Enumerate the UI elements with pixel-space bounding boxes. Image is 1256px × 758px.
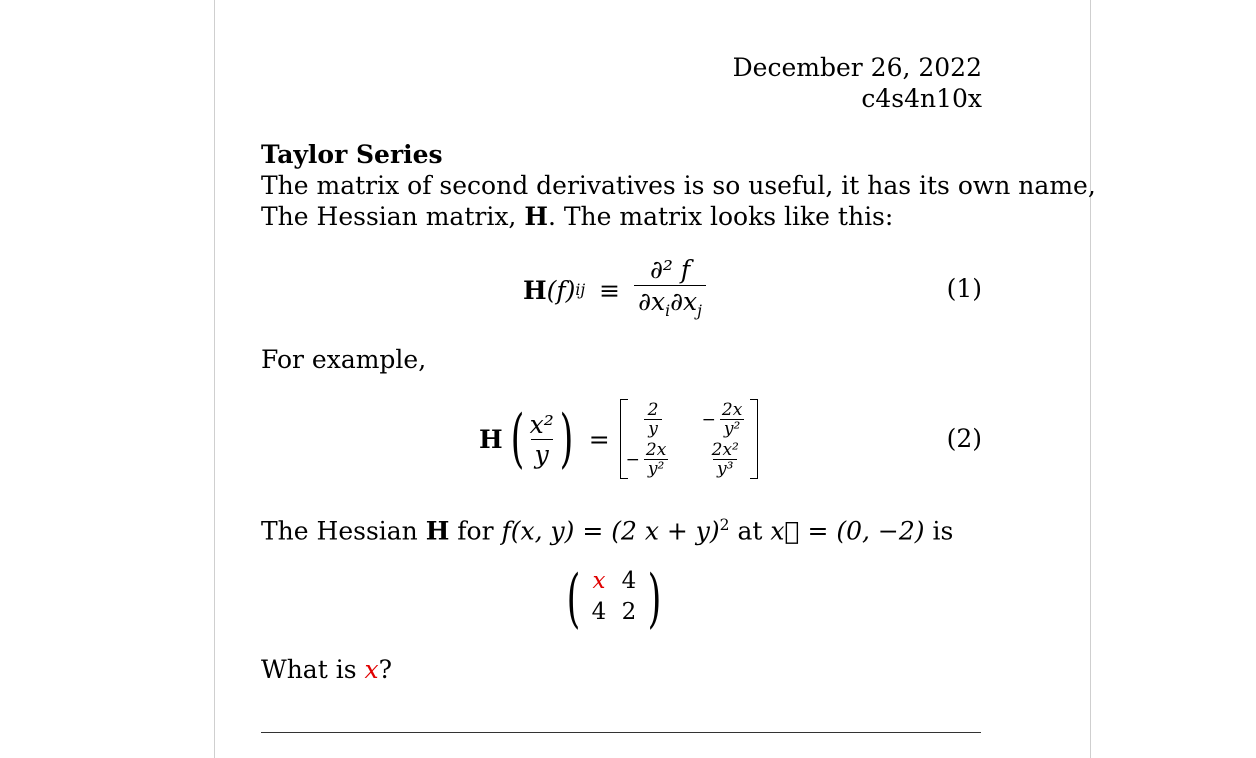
eq2-a11: [644, 401, 663, 438]
header-date: December 26, 2022: [732, 53, 982, 82]
eq2-matrix: [620, 399, 758, 479]
eq1-den-a: ∂x: [638, 287, 666, 316]
document-page: [214, 0, 1096, 758]
eq2-bracket-right: [750, 399, 758, 479]
intro-text-end: . The matrix looks like this:: [547, 202, 894, 231]
matrix-grid: [584, 568, 644, 630]
example-label: For example,: [261, 345, 427, 374]
prompt-prefix: What is: [261, 655, 365, 684]
eq1-den-sub-i: i: [665, 302, 671, 320]
header-id: c4s4n10x: [861, 84, 982, 113]
question-suffix: is: [924, 516, 954, 546]
eq2-a21-den: y²: [644, 459, 668, 478]
eq1-den-b: ∂x: [670, 287, 698, 316]
eq2-a12-num: 2x: [721, 400, 743, 420]
question-line: [261, 510, 953, 546]
matrix-paren-left: (: [566, 562, 581, 636]
equation-2: [479, 396, 758, 482]
intro-line-1: The matrix of second derivatives is so useful, it has its own name,: [261, 171, 1096, 200]
prompt-variable: x: [364, 655, 379, 684]
hessian-matrix: [561, 562, 667, 636]
eq2-arg-den: y: [531, 439, 553, 469]
eq1-numerator: ∂² f: [649, 255, 691, 284]
matrix-cell-a21: 4: [591, 599, 607, 625]
question-vector: x⃗ = (0, −2): [770, 516, 925, 546]
eq2-a11-den: y: [644, 419, 662, 438]
question-prefix: The Hessian: [261, 516, 426, 546]
intro-line-2: [261, 201, 893, 232]
question-power: 2: [719, 516, 730, 534]
equation-number-1: (1): [946, 274, 982, 303]
hessian-symbol: H: [524, 202, 548, 231]
eq1-fraction: [634, 254, 706, 327]
eq2-paren-right: ): [559, 402, 574, 476]
eq1-equiv: ≡: [599, 276, 621, 305]
eq1-h: H: [523, 276, 547, 305]
matrix-cell-a12: 4: [621, 568, 637, 594]
eq2-equals: =: [588, 424, 610, 454]
question-at: at: [729, 516, 771, 546]
eq2-a21-sign: −: [625, 449, 640, 470]
eq1-sub: ij: [575, 281, 586, 299]
eq2-h: H: [479, 424, 503, 454]
eq1-den-sub-j: j: [697, 302, 702, 320]
prompt-line: [261, 654, 392, 685]
question-function: f(x, y) = (2 x + y): [501, 516, 720, 546]
answer-divider: [261, 732, 981, 733]
eq1-arg: (f): [546, 276, 576, 305]
eq2-a12-den: y²: [720, 419, 744, 438]
eq2-a22: [708, 441, 743, 478]
eq2-a12: [702, 401, 747, 438]
eq2-a22-den: y³: [713, 459, 737, 478]
matrix-paren-right: ): [647, 562, 662, 636]
eq2-a12-sign: −: [701, 409, 716, 430]
eq1-denominator: [634, 285, 706, 327]
section-title: Taylor Series: [261, 140, 443, 169]
matrix-cell-unknown: x: [592, 568, 606, 594]
eq2-a21: [626, 441, 671, 478]
eq2-paren-left: (: [510, 402, 524, 476]
eq2-a11-num: 2: [647, 400, 659, 420]
prompt-suffix: ?: [378, 655, 392, 684]
question-hessian: H: [425, 516, 450, 546]
eq2-a22-num: 2x²: [711, 440, 739, 460]
eq2-arg-fraction: [526, 410, 558, 469]
equation-number-2: (2): [946, 424, 982, 453]
eq2-a21-num: 2x: [645, 440, 667, 460]
equation-1: [523, 254, 706, 327]
matrix-cell-a22: 2: [621, 599, 637, 625]
eq2-arg-num: x²: [529, 409, 554, 439]
intro-text: The Hessian matrix,: [261, 202, 525, 231]
question-for: for: [449, 516, 502, 546]
